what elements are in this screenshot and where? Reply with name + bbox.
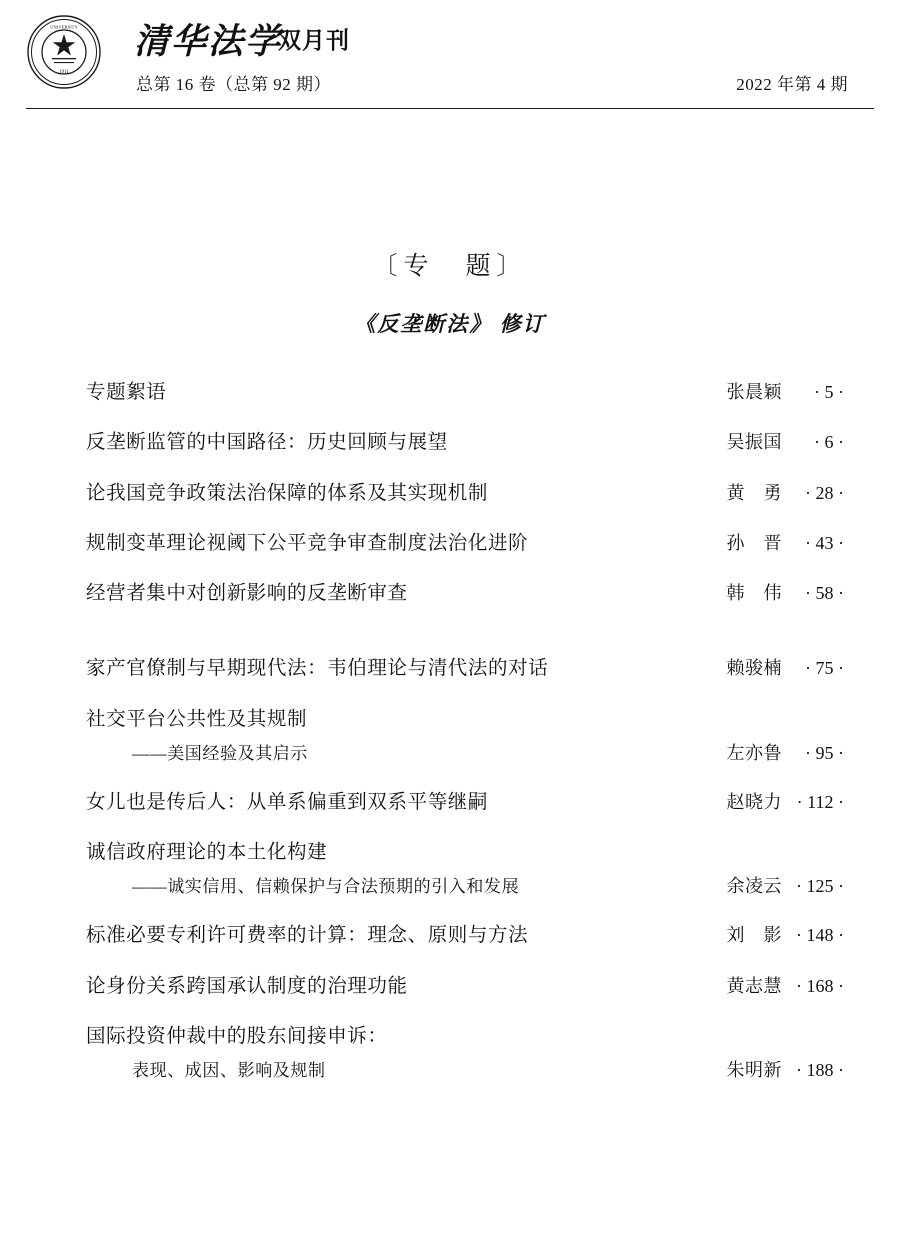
toc-entry-title: 规制变革理论视阈下公平竞争审查制度法治化进阶 <box>86 532 529 554</box>
volume-info: 总第 16 卷（总第 92 期） <box>136 75 331 94</box>
toc-entry-page: · 112 · <box>796 791 844 812</box>
svg-text:UNIVERSITY: UNIVERSITY <box>50 24 78 30</box>
toc-entry-title: 诚信政府理论的本土化构建 <box>86 842 328 863</box>
toc-entry-page: · 95 · <box>805 742 844 763</box>
toc-entry[interactable] <box>86 529 844 558</box>
toc-entry-author: 朱明新 <box>726 1060 782 1080</box>
toc-entry-page: · 75 · <box>805 658 844 679</box>
toc-entry-meta <box>684 429 844 456</box>
toc-entry-subtitle: 表现、成因、影响及规制 <box>132 1061 326 1080</box>
toc-entry-title: 标准必要专利许可费率的计算：理念、原则与方法 <box>86 925 529 947</box>
toc-entry[interactable] <box>86 972 844 1001</box>
toc-entry-meta <box>684 740 844 767</box>
header-divider <box>26 108 874 109</box>
toc-entry-subtitle-row[interactable] <box>86 1057 844 1084</box>
toc-entry-page: · 188 · <box>796 1060 844 1080</box>
toc-entry-subtitle: ——美国经验及其启示 <box>132 743 308 763</box>
toc-entry[interactable] <box>86 705 844 734</box>
toc-entry-meta <box>684 480 844 507</box>
toc-entry-meta <box>684 973 844 1000</box>
toc-entry-page: · 125 · <box>796 876 844 897</box>
svg-text:1911: 1911 <box>59 70 69 75</box>
toc-entry-title: 反垄断监管的中国路径：历史回顾与展望 <box>86 432 448 454</box>
section-tag: 〔专 题〕 <box>372 253 528 280</box>
section-subtitle: 《反垄断法》 修订 <box>354 312 546 336</box>
toc-entry[interactable] <box>86 654 844 683</box>
toc-entry-title: 社交平台公共性及其规制 <box>86 708 308 730</box>
toc-entry-title: 家产官僚制与早期现代法：韦伯理论与清代法的对话 <box>86 658 549 680</box>
toc-entry[interactable] <box>86 838 844 867</box>
toc-entry-author: 赖骏楠 <box>726 658 782 679</box>
toc-entry-page: · 6 · <box>814 432 844 453</box>
toc-entry[interactable] <box>86 479 844 508</box>
toc-entry-author: 吴振国 <box>726 432 782 453</box>
toc-entry-title: 女儿也是传后人：从单系偏重到双系平等继嗣 <box>86 791 489 813</box>
toc-entry-subtitle-row[interactable] <box>86 873 844 900</box>
toc-entry-author: 张晨颖 <box>726 382 782 402</box>
toc-entry[interactable] <box>86 1022 844 1051</box>
table-of-contents <box>0 378 900 1084</box>
toc-entry-author: 黄志慧 <box>726 975 782 996</box>
toc-entry[interactable] <box>86 428 844 457</box>
journal-title: 清华法学 <box>134 22 283 61</box>
toc-entry-meta <box>684 655 844 682</box>
toc-entry-title: 论我国竞争政策法治保障的体系及其实现机制 <box>86 482 489 504</box>
toc-entry[interactable] <box>86 921 844 950</box>
toc-entry-author: 黄 勇 <box>726 482 782 503</box>
toc-entry-page: · 58 · <box>805 583 844 603</box>
toc-entry-author: 孙 晋 <box>726 532 782 553</box>
toc-entry[interactable] <box>86 579 844 608</box>
toc-entry-title: 专题絮语 <box>86 382 167 403</box>
toc-entry-subtitle-row[interactable] <box>86 740 844 767</box>
toc-entry-meta <box>684 530 844 557</box>
toc-entry[interactable] <box>86 378 844 407</box>
masthead <box>0 0 900 100</box>
toc-entry-title: 经营者集中对创新影响的反垄断审查 <box>86 583 408 604</box>
toc-entry-meta <box>684 873 844 900</box>
toc-entry-meta <box>684 379 844 406</box>
toc-entry-meta <box>684 1057 844 1084</box>
toc-entry-subtitle: ——诚实信用、信赖保护与合法预期的引入和发展 <box>132 877 520 897</box>
toc-entry-page: · 43 · <box>805 532 844 553</box>
toc-entry-page: · 5 · <box>814 382 844 402</box>
tsinghua-university-seal-icon <box>26 14 102 90</box>
toc-entry-author: 余凌云 <box>726 876 782 897</box>
toc-entry-page: · 168 · <box>796 975 844 996</box>
toc-entry-author: 韩 伟 <box>726 583 782 603</box>
toc-entry-meta <box>684 789 844 816</box>
journal-frequency: 双月刊 <box>278 28 350 53</box>
toc-entry-author: 刘 影 <box>726 925 782 946</box>
toc-entry[interactable] <box>86 788 844 817</box>
section-heading <box>0 246 900 338</box>
toc-entry-author: 左亦鲁 <box>726 742 782 763</box>
toc-entry-page: · 28 · <box>805 482 844 503</box>
toc-entry-author: 赵晓力 <box>726 791 782 812</box>
toc-entry-meta <box>684 922 844 949</box>
toc-entry-page: · 148 · <box>796 925 844 946</box>
toc-entry-meta <box>684 580 844 607</box>
issue-info: 2022 年第 4 期 <box>736 75 848 94</box>
toc-entry-title: 国际投资仲裁中的股东间接申诉： <box>86 1025 388 1047</box>
toc-entry-title: 论身份关系跨国承认制度的治理功能 <box>86 975 408 997</box>
